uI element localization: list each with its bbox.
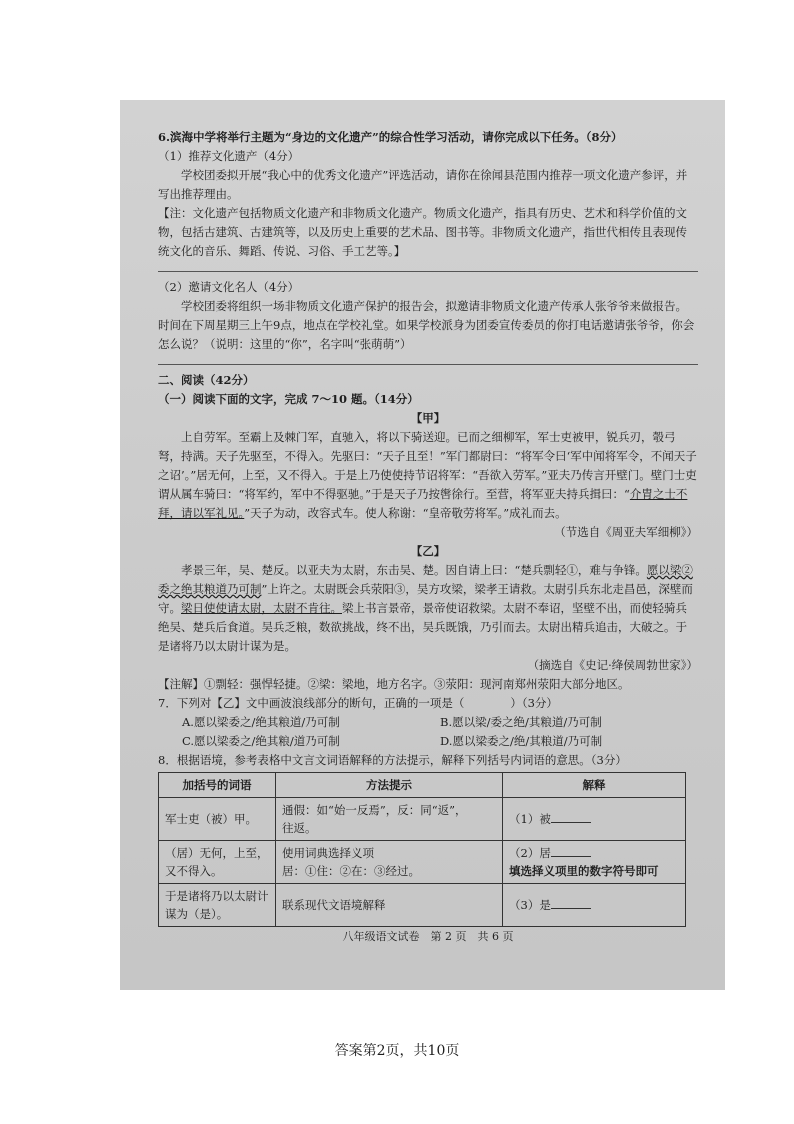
reading-section-title: 二、阅读（42分）	[158, 373, 255, 387]
row-word: （居）无何，上至，又不得入。	[159, 841, 276, 884]
passage-jia-part: 上自劳军。至霸上及棘门军，直驰入，将以下骑送迎。已而之细柳军，军士吏被甲，锐兵刃，彀弓弩，持满。天子先驱至，不得入。先驱曰：“天子且至！”军门都尉曰：“将军令曰‘军中闻将军令，不闻天子之诏’。”居无何，上至，又不得入。于是上乃使使持节诏将军：“吾欲入劳军。”亚夫乃传言开壁门。壁门士吏谓从属车骑曰：“将军约，军中不得驱驰。”于是天子乃按辔徐行。至营，将军亚夫持兵揖曰：“	[158, 430, 697, 501]
q7-option-a: A.愿以梁委之/绝其粮道/乃可制	[182, 715, 340, 729]
q7-option-b: B.愿以梁/委之绝/其粮道/乃可制	[440, 715, 602, 729]
passage-yi-part: 孝景三年，吴、楚反。以亚夫为太尉，东击吴、楚。因自请上曰：“楚兵剽轻①，难与争锋。	[181, 563, 647, 577]
header-word: 加括号的词语	[159, 773, 276, 798]
passage-jia-source: （节选自《周亚夫军细柳》）	[554, 525, 698, 539]
q6-part1-body: 学校团委拟开展“我心中的优秀文化遗产”评选活动，请你在徐闻县范围内推荐一项文化遗产参评，并写出推荐理由。	[158, 168, 688, 201]
row-hint: 联系现代文语境解释	[276, 884, 503, 927]
q6-part1-title: （1）推荐文化遗产（4分）	[158, 149, 300, 163]
q7-stem: 7．下列对【乙】文中画波浪线部分的断句，正确的一项是（ ）（3分）	[158, 696, 558, 710]
row-word: 军士吏（被）甲。	[159, 798, 276, 841]
q6-part1-note: 【注：文化遗产包括物质文化遗产和非物质文化遗产。物质文化遗产，指具有历史、艺术和科学价值的文物，包括古建筑、古建筑等，以及历史上重要的艺术品、图书等。非物质文化遗产，指世代相传且表现传统文化的音乐、舞蹈、传说、习俗、手工艺等。】	[158, 206, 687, 258]
q6-part2-title: （2）邀请文化名人（4分）	[158, 280, 300, 294]
passage-jia-part: ”天子为动，改容式车。使人称谢：“皇帝敬劳将军。”成礼而去。	[244, 506, 567, 520]
header-hint: 方法提示	[276, 773, 503, 798]
passage-jia-title: 【甲】	[410, 411, 446, 425]
q7-option-c: C.愿以梁委之/绝其粮/道乃可制	[182, 734, 340, 748]
q7-option-d: D.愿以梁委之/绝/其粮道/乃可制	[440, 734, 603, 748]
row-answer: （3）是	[503, 884, 686, 927]
passage-yi-source: （摘选自《史记·绛侯周勃世家》）	[527, 658, 698, 672]
q8-table	[158, 772, 686, 927]
row-answer: （1）被	[503, 798, 686, 841]
answer-line	[158, 271, 698, 272]
answer-blank[interactable]	[551, 844, 591, 857]
exam-content	[158, 128, 698, 946]
reading-subsection-title: （一）阅读下面的文字，完成 7～10 题。（14分）	[158, 392, 419, 406]
q6-part2-body: 学校团委将组织一场非物质文化遗产保护的报告会，拟邀请非物质文化遗产传承人张爷爷来做报告。时间在下周星期三上午9点，地点在学校礼堂。如果学校派身为团委宣传委员的你打电话邀请张爷爷，你会怎么说？（说明：这里的“你”，名字叫“张萌萌”）	[158, 299, 695, 351]
answer-line	[158, 364, 698, 365]
row-hint: 使用词典选择义项 居：①住：②在：③经过。	[276, 841, 503, 884]
header-answer: 解释	[503, 773, 686, 798]
passage-jia-underlined: 介胄之士不拜，请以军礼见。	[158, 487, 688, 520]
row-answer: （2）居 填选择义项里的数字符号即可	[503, 841, 686, 884]
passage-yi-title: 【乙】	[410, 544, 446, 558]
table-row	[159, 884, 686, 927]
table-row	[159, 841, 686, 884]
q8-stem: 8．根据语境，参考表格中文言文词语解释的方法提示，解释下列括号内词语的意思。（3分）	[158, 753, 627, 767]
exam-page-label: 八年级语文试卷 第 2 页 共 6 页	[342, 930, 514, 943]
table-header-row	[159, 773, 686, 798]
exam-page-photo	[120, 100, 725, 990]
q6-title: 6.滨海中学将举行主题为“身边的文化遗产”的综合性学习活动，请你完成以下任务。（8分）	[158, 130, 623, 144]
answer-instruction: 填选择义项里的数字符号即可	[509, 864, 659, 878]
passage-yi-part: 梁上书言景帝，景帝使诏救梁。太尉不奉诏，坚壁不出，而使轻骑兵绝吴、楚兵后食道。吴兵乏粮，数欲挑战，终不出，吴兵既饿，乃引而去。太尉出精兵追击，大破之。于是诸将乃以太尉计谋为是。	[158, 601, 687, 653]
q7-options	[158, 713, 698, 751]
passage-yi-part: ”上许之。太尉既会兵荥阳③，吴方攻梁，梁孝王请救。太尉引兵东北走昌邑，深壁而守。	[158, 582, 693, 615]
answer-blank[interactable]	[551, 810, 591, 823]
passage-yi-underlined: 梁日使使请太尉，太尉不肯往。	[181, 601, 342, 615]
passage-jia-text	[158, 428, 698, 523]
annotation: 【注解】①剽轻：强悍轻捷。②梁：梁地，地方名字。③荥阳：现河南郑州荥阳大部分地区。	[158, 677, 630, 691]
row-hint: 通假：如“始一反焉”，反：同“返”， 往返。	[276, 798, 503, 841]
answer-blank[interactable]	[551, 896, 591, 909]
row-word: 于是诸将乃以太尉计谋为（是）。	[159, 884, 276, 927]
passage-yi-text	[158, 561, 698, 656]
answer-page-footer: 答案第2页，共10页	[334, 1043, 460, 1059]
table-row	[159, 798, 686, 841]
passage-yi-wavy: 愿以梁②委之绝其粮道乃可制	[158, 563, 693, 596]
